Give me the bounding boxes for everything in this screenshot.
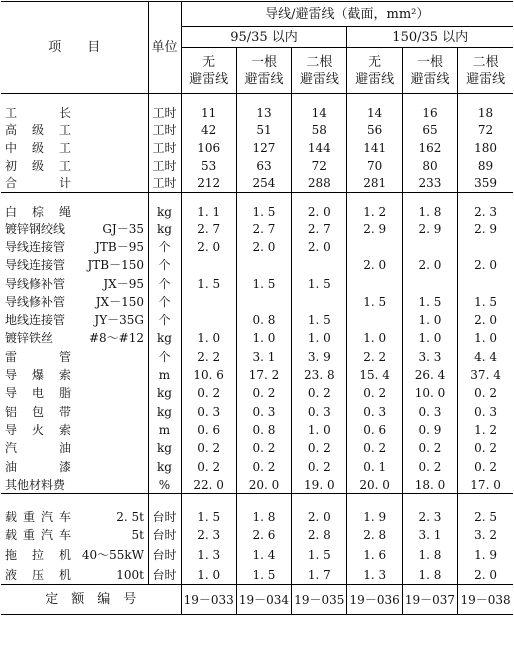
value-cell: 20. 0 (236, 476, 291, 494)
quota-number-label: 定 额 编 号 (1, 585, 181, 615)
quota-number-row (1, 585, 513, 615)
value-cell: 2. 0 (402, 256, 457, 274)
material-row (1, 402, 513, 420)
value-cell: 2. 2 (181, 348, 236, 366)
value-cell (402, 274, 457, 292)
value-cell: 2. 9 (402, 220, 457, 238)
value-cell: 0. 2 (347, 439, 402, 457)
value-cell (347, 274, 402, 292)
value-cell: 1. 2 (458, 421, 513, 439)
column-header: 无 避雷线 (181, 48, 236, 94)
value-cell: 1. 5 (181, 274, 236, 292)
value-cell: 2. 0 (458, 256, 513, 274)
material-row (1, 439, 513, 457)
value-cell: 1. 8 (236, 494, 291, 525)
value-cell: 0. 2 (236, 457, 291, 475)
machine-row (1, 494, 513, 525)
row-label: 铝 包 带 (5, 404, 71, 419)
row-label: 导线连接管 JTB－150 (5, 258, 144, 273)
row-label: 液 压 机 100t (5, 567, 144, 582)
value-cell: 2. 6 (236, 525, 291, 545)
value-cell: 1. 0 (402, 311, 457, 329)
value-cell: 1. 5 (402, 293, 457, 311)
sub-header-95: 95/35 以内 (181, 27, 347, 48)
value-cell: 1. 5 (292, 311, 347, 329)
value-cell: 127 (236, 139, 291, 157)
value-cell: 17. 2 (236, 366, 291, 384)
value-cell: 1. 5 (292, 274, 347, 292)
value-cell: 14 (292, 94, 347, 121)
row-label: 导线修补管 JX－150 (5, 294, 144, 309)
labor-row (1, 94, 513, 121)
machine-row (1, 565, 513, 585)
labor-row (1, 139, 513, 157)
value-cell: 0. 2 (347, 384, 402, 402)
unit-cell: 台时 (148, 494, 181, 525)
value-cell: 1. 0 (347, 329, 402, 347)
value-cell (181, 293, 236, 311)
size-group-header: 导线/避雷线（截面，mm²） (181, 2, 513, 27)
quota-code: 19－038 (458, 585, 513, 615)
value-cell: 65 (402, 121, 457, 139)
value-cell: 16 (402, 94, 457, 121)
value-cell: 23. 8 (292, 366, 347, 384)
value-cell: 1. 5 (236, 565, 291, 585)
column-header: 二根 避雷线 (458, 48, 513, 94)
value-cell: 0. 2 (458, 457, 513, 475)
value-cell: 53 (181, 157, 236, 175)
value-cell: 1. 0 (292, 421, 347, 439)
value-cell: 1. 0 (181, 329, 236, 347)
value-cell: 37. 4 (458, 366, 513, 384)
value-cell: 0. 2 (402, 457, 457, 475)
material-row (1, 256, 513, 274)
row-label: 拖 拉 机 40～55kW (5, 547, 144, 562)
material-row (1, 457, 513, 475)
sub-header-150: 150/35 以内 (347, 27, 513, 48)
value-cell: 3. 2 (458, 525, 513, 545)
value-cell: 1. 9 (347, 494, 402, 525)
quota-code: 19－036 (347, 585, 402, 615)
value-cell: 0. 1 (347, 457, 402, 475)
value-cell: 2. 0 (292, 193, 347, 220)
value-cell: 281 (347, 175, 402, 193)
row-label: 载 重 汽 车 2. 5t (1, 494, 148, 525)
value-cell: 1. 6 (347, 545, 402, 565)
value-cell (236, 256, 291, 274)
value-cell: 2. 7 (181, 220, 236, 238)
row-label: 中 级 工 (5, 140, 71, 155)
unit-cell: kg (148, 329, 181, 347)
value-cell: 2. 5 (458, 494, 513, 525)
value-cell: 1. 5 (236, 193, 291, 220)
value-cell: 1. 4 (236, 545, 291, 565)
unit-cell: 台时 (148, 565, 181, 585)
machine-row (1, 525, 513, 545)
value-cell (292, 256, 347, 274)
value-cell: 18 (458, 94, 513, 121)
unit-cell: 工时 (148, 121, 181, 139)
value-cell: 1. 5 (236, 274, 291, 292)
unit-cell: m (148, 421, 181, 439)
item-header: 项 目 (1, 2, 148, 94)
value-cell: 11 (181, 94, 236, 121)
value-cell: 0. 8 (236, 421, 291, 439)
row-label: 导 爆 索 (5, 368, 71, 383)
value-cell (347, 311, 402, 329)
value-cell: 0. 2 (236, 384, 291, 402)
unit-cell: 工时 (148, 139, 181, 157)
value-cell: 0. 2 (292, 439, 347, 457)
value-cell: 1. 5 (292, 545, 347, 565)
material-row (1, 311, 513, 329)
value-cell (402, 238, 457, 256)
row-label: 油 漆 (5, 459, 71, 474)
value-cell: 141 (347, 139, 402, 157)
unit-cell: kg (148, 457, 181, 475)
row-label: 雷 管 (5, 349, 71, 364)
value-cell: 56 (347, 121, 402, 139)
value-cell: 10. 6 (181, 366, 236, 384)
value-cell (347, 238, 402, 256)
value-cell: 0. 3 (458, 402, 513, 420)
value-cell: 1. 3 (181, 545, 236, 565)
value-cell: 13 (236, 94, 291, 121)
value-cell: 0. 2 (181, 384, 236, 402)
machine-row (1, 545, 513, 565)
material-row (1, 193, 513, 220)
value-cell: 3. 1 (236, 348, 291, 366)
row-label: 白 棕 绳 (1, 193, 148, 220)
unit-cell: 个 (148, 274, 181, 292)
value-cell: 254 (236, 175, 291, 193)
value-cell: 58 (292, 121, 347, 139)
value-cell: 1. 1 (181, 193, 236, 220)
value-cell: 2. 3 (402, 494, 457, 525)
value-cell: 0. 3 (236, 402, 291, 420)
unit-cell: kg (148, 402, 181, 420)
row-label: 合 计 (5, 176, 71, 191)
value-cell: 51 (236, 121, 291, 139)
value-cell: 106 (181, 139, 236, 157)
row-label: 导 电 脂 (5, 386, 71, 401)
unit-cell: 个 (148, 238, 181, 256)
value-cell (458, 238, 513, 256)
value-cell: 1. 5 (458, 293, 513, 311)
value-cell: 180 (458, 139, 513, 157)
value-cell: 26. 4 (402, 366, 457, 384)
value-cell: 0. 3 (292, 402, 347, 420)
unit-cell: 工时 (148, 94, 181, 121)
material-row (1, 293, 513, 311)
labor-row (1, 121, 513, 139)
value-cell: 0. 2 (458, 439, 513, 457)
value-cell: 70 (347, 157, 402, 175)
value-cell: 2. 0 (236, 238, 291, 256)
value-cell: 2. 8 (347, 525, 402, 545)
value-cell: 2. 0 (292, 238, 347, 256)
value-cell (181, 311, 236, 329)
row-label: 地线连接管 JY－35G (5, 313, 144, 328)
quota-table (1, 1, 513, 615)
quota-code: 19－034 (236, 585, 291, 615)
value-cell: 1. 7 (292, 565, 347, 585)
value-cell: 89 (458, 157, 513, 175)
unit-cell: kg (148, 220, 181, 238)
value-cell: 1. 0 (181, 565, 236, 585)
value-cell: 0. 6 (347, 421, 402, 439)
value-cell: 3. 3 (402, 348, 457, 366)
value-cell: 4. 4 (458, 348, 513, 366)
material-row (1, 476, 513, 494)
material-row (1, 274, 513, 292)
value-cell: 2. 0 (458, 311, 513, 329)
unit-cell: kg (148, 384, 181, 402)
value-cell: 15. 4 (347, 366, 402, 384)
value-cell: 162 (402, 139, 457, 157)
row-label: 镀锌钢绞线 GJ－35 (5, 221, 144, 236)
unit-cell: kg (148, 439, 181, 457)
value-cell: 1. 5 (181, 494, 236, 525)
unit-cell: % (148, 476, 181, 494)
column-header: 一根 避雷线 (402, 48, 457, 94)
value-cell: 0. 2 (458, 384, 513, 402)
value-cell: 2. 9 (347, 220, 402, 238)
quota-code: 19－033 (181, 585, 236, 615)
labor-row (1, 175, 513, 193)
material-row (1, 384, 513, 402)
quota-code: 19－035 (292, 585, 347, 615)
value-cell: 2. 0 (181, 238, 236, 256)
value-cell: 1. 5 (347, 293, 402, 311)
value-cell: 63 (236, 157, 291, 175)
material-row (1, 366, 513, 384)
value-cell: 19. 0 (292, 476, 347, 494)
value-cell: 2. 0 (347, 256, 402, 274)
value-cell: 233 (402, 175, 457, 193)
unit-cell: 个 (148, 311, 181, 329)
value-cell: 1. 8 (402, 193, 457, 220)
row-label: 汽 油 (5, 441, 71, 456)
value-cell: 2. 9 (458, 220, 513, 238)
value-cell: 1. 2 (347, 193, 402, 220)
value-cell (236, 293, 291, 311)
value-cell: 2. 3 (181, 525, 236, 545)
value-cell: 0. 9 (402, 421, 457, 439)
value-cell: 18. 0 (402, 476, 457, 494)
value-cell: 359 (458, 175, 513, 193)
value-cell: 3. 1 (402, 525, 457, 545)
row-label: 工 长 (1, 94, 148, 121)
unit-cell: 工时 (148, 157, 181, 175)
value-cell: 0. 2 (292, 384, 347, 402)
unit-cell: kg (148, 193, 181, 220)
unit-cell: 工时 (148, 175, 181, 193)
value-cell: 2. 0 (458, 565, 513, 585)
unit-cell: 个 (148, 256, 181, 274)
value-cell: 17. 0 (458, 476, 513, 494)
value-cell: 0. 3 (402, 402, 457, 420)
material-row (1, 421, 513, 439)
value-cell: 0. 2 (402, 439, 457, 457)
unit-cell: 个 (148, 348, 181, 366)
row-label: 其他材料费 (5, 477, 66, 492)
unit-cell: 个 (148, 293, 181, 311)
value-cell: 10. 0 (402, 384, 457, 402)
value-cell: 1. 0 (292, 329, 347, 347)
value-cell: 1. 8 (402, 565, 457, 585)
value-cell: 2. 7 (236, 220, 291, 238)
value-cell: 0. 2 (292, 457, 347, 475)
value-cell: 212 (181, 175, 236, 193)
value-cell: 1. 0 (402, 329, 457, 347)
row-label: 高 级 工 (5, 122, 71, 137)
value-cell: 2. 3 (458, 193, 513, 220)
value-cell: 0. 2 (236, 439, 291, 457)
value-cell: 2. 7 (292, 220, 347, 238)
value-cell: 1. 3 (347, 565, 402, 585)
material-row (1, 238, 513, 256)
material-row (1, 348, 513, 366)
value-cell: 3. 9 (292, 348, 347, 366)
unit-header: 单位 (148, 2, 181, 94)
unit-cell: m (148, 366, 181, 384)
unit-cell: 台时 (148, 545, 181, 565)
row-label: 导线连接管 JTB－95 (5, 239, 144, 254)
value-cell: 1. 0 (458, 329, 513, 347)
value-cell: 1. 9 (458, 545, 513, 565)
value-cell: 0. 6 (181, 421, 236, 439)
value-cell: 22. 0 (181, 476, 236, 494)
row-label: 导线修补管 JX－95 (5, 276, 144, 291)
value-cell: 0. 3 (347, 402, 402, 420)
material-row (1, 220, 513, 238)
column-header: 二根 避雷线 (292, 48, 347, 94)
value-cell: 72 (458, 121, 513, 139)
value-cell (458, 274, 513, 292)
material-row (1, 329, 513, 347)
row-label: 镀锌铁丝 #8～#12 (5, 331, 144, 346)
value-cell (292, 293, 347, 311)
row-label: 导 火 索 (5, 422, 71, 437)
row-label: 初 级 工 (5, 158, 71, 173)
value-cell: 1. 8 (402, 545, 457, 565)
row-label: 载 重 汽 车 5t (5, 527, 144, 542)
column-header: 一根 避雷线 (236, 48, 291, 94)
unit-cell: 台时 (148, 525, 181, 545)
value-cell: 2. 2 (347, 348, 402, 366)
value-cell: 0. 3 (181, 402, 236, 420)
value-cell: 2. 8 (292, 525, 347, 545)
value-cell: 1. 0 (236, 329, 291, 347)
value-cell (181, 256, 236, 274)
value-cell: 80 (402, 157, 457, 175)
value-cell: 288 (292, 175, 347, 193)
value-cell: 42 (181, 121, 236, 139)
value-cell: 0. 2 (181, 457, 236, 475)
quota-code: 19－037 (402, 585, 457, 615)
value-cell: 144 (292, 139, 347, 157)
value-cell: 72 (292, 157, 347, 175)
value-cell: 20. 0 (347, 476, 402, 494)
value-cell: 0. 2 (181, 439, 236, 457)
column-header: 无 避雷线 (347, 48, 402, 94)
labor-row (1, 157, 513, 175)
value-cell: 14 (347, 94, 402, 121)
value-cell: 2. 0 (292, 494, 347, 525)
value-cell: 0. 8 (236, 311, 291, 329)
